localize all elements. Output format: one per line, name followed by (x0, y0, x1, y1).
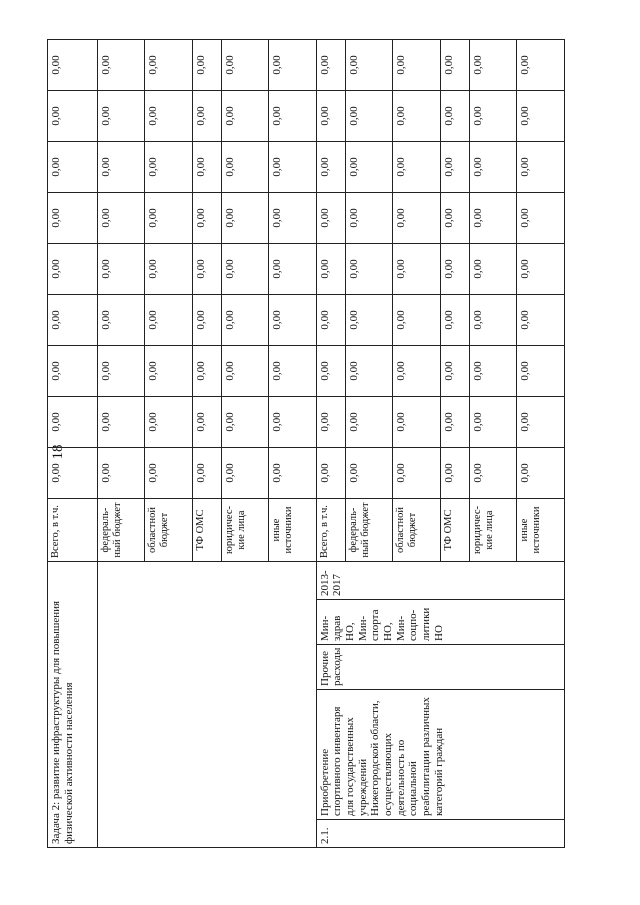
source-label (469, 499, 517, 562)
value-cell: 0,00 (97, 295, 145, 346)
source-label-text: ТФ ОМС (194, 509, 206, 551)
value-cell: 0,00 (97, 397, 145, 448)
value-cell: 0,00 (517, 91, 565, 142)
value-cell: 0,00 (469, 295, 517, 346)
source-label (192, 499, 221, 562)
value-cell: 0,00 (192, 244, 221, 295)
value-cell: 0,00 (97, 448, 145, 499)
value-cell: 0,00 (517, 142, 565, 193)
value-cell: 0,00 (145, 244, 193, 295)
source-label-text: федераль-ный бюджет (347, 502, 371, 558)
rotated-table-container (47, 40, 565, 848)
value-cell: 0,00 (192, 448, 221, 499)
value-cell: 0,00 (192, 193, 221, 244)
value-cell: 0,00 (48, 448, 98, 499)
value-cell: 0,00 (440, 40, 469, 91)
value-cell: 0,00 (48, 346, 98, 397)
value-cell: 0,00 (469, 397, 517, 448)
source-label (221, 499, 269, 562)
item-number: 2.1. (316, 820, 564, 848)
value-cell: 0,00 (440, 346, 469, 397)
value-cell: 0,00 (316, 142, 345, 193)
source-label-text: областной бюджет (147, 507, 171, 553)
source-label-text: юридичес-кие лица (223, 505, 247, 555)
value-cell: 0,00 (221, 346, 269, 397)
value-cell: 0,00 (345, 244, 393, 295)
source-label-text: федераль-ный бюджет (99, 502, 123, 558)
value-cell: 0,00 (269, 346, 317, 397)
value-cell: 0,00 (469, 142, 517, 193)
value-cell: 0,00 (469, 193, 517, 244)
value-cell: 0,00 (517, 244, 565, 295)
value-cell: 0,00 (393, 142, 441, 193)
value-cell: 0,00 (192, 295, 221, 346)
value-cell: 0,00 (48, 244, 98, 295)
value-cell: 0,00 (517, 448, 565, 499)
value-cell: 0,00 (192, 40, 221, 91)
value-cell: 0,00 (145, 91, 193, 142)
value-cell: 0,00 (469, 448, 517, 499)
page-number: 18 (49, 444, 66, 460)
value-cell: 0,00 (192, 91, 221, 142)
value-cell: 0,00 (97, 244, 145, 295)
value-cell: 0,00 (145, 397, 193, 448)
task-title: Задача 2: развитие инфраструктуры для повышения физической активности населения (48, 562, 98, 848)
task-blank-area (97, 562, 316, 848)
value-cell: 0,00 (48, 91, 98, 142)
value-cell: 0,00 (440, 193, 469, 244)
value-cell: 0,00 (440, 448, 469, 499)
source-label (269, 499, 317, 562)
value-cell: 0,00 (97, 91, 145, 142)
value-cell: 0,00 (393, 448, 441, 499)
value-cell: 0,00 (221, 244, 269, 295)
source-label (393, 499, 441, 562)
value-cell: 0,00 (517, 346, 565, 397)
value-cell: 0,00 (48, 397, 98, 448)
value-cell: 0,00 (393, 346, 441, 397)
value-cell: 0,00 (316, 295, 345, 346)
value-cell: 0,00 (269, 142, 317, 193)
value-cell: 0,00 (269, 295, 317, 346)
value-cell: 0,00 (221, 397, 269, 448)
financing-table (47, 39, 565, 848)
table-row (97, 40, 145, 848)
source-label (517, 499, 565, 562)
value-cell: 0,00 (269, 40, 317, 91)
value-cell: 0,00 (345, 397, 393, 448)
value-cell: 0,00 (517, 193, 565, 244)
value-cell: 0,00 (192, 397, 221, 448)
source-label: Всего, в т.ч. (316, 499, 345, 562)
value-cell: 0,00 (145, 142, 193, 193)
source-label (145, 499, 193, 562)
table-row (316, 40, 345, 848)
value-cell: 0,00 (145, 40, 193, 91)
item-name: Приобретение спортивного инвентаря для государственных учреждений Нижегородской области, осуществляющих деятельность по социальной реабилитации различных категорий граждан (316, 690, 564, 820)
source-label: Всего, в т.ч. (48, 499, 98, 562)
value-cell: 0,00 (345, 91, 393, 142)
source-label-text: областной бюджет (395, 507, 419, 553)
value-cell: 0,00 (393, 244, 441, 295)
value-cell: 0,00 (345, 40, 393, 91)
value-cell: 0,00 (345, 295, 393, 346)
value-cell: 0,00 (345, 346, 393, 397)
source-label (97, 499, 145, 562)
value-cell: 0,00 (48, 193, 98, 244)
value-cell: 0,00 (145, 295, 193, 346)
value-cell: 0,00 (440, 295, 469, 346)
value-cell: 0,00 (97, 346, 145, 397)
value-cell: 0,00 (316, 91, 345, 142)
value-cell: 0,00 (269, 397, 317, 448)
value-cell: 0,00 (469, 91, 517, 142)
value-cell: 0,00 (48, 142, 98, 193)
value-cell: 0,00 (517, 40, 565, 91)
source-label-text: ТФ ОМС (442, 509, 454, 551)
value-cell: 0,00 (517, 397, 565, 448)
value-cell: 0,00 (145, 448, 193, 499)
value-cell: 0,00 (145, 193, 193, 244)
item-period: 2013-2017 (316, 562, 564, 600)
value-cell: 0,00 (269, 448, 317, 499)
value-cell: 0,00 (269, 91, 317, 142)
value-cell: 0,00 (221, 40, 269, 91)
source-label (345, 499, 393, 562)
item-section (316, 40, 564, 848)
value-cell: 0,00 (345, 142, 393, 193)
value-cell: 0,00 (316, 397, 345, 448)
table-row (48, 40, 98, 848)
value-cell: 0,00 (221, 193, 269, 244)
value-cell: 0,00 (97, 142, 145, 193)
value-cell: 0,00 (316, 40, 345, 91)
value-cell: 0,00 (469, 40, 517, 91)
value-cell: 0,00 (517, 295, 565, 346)
value-cell: 0,00 (345, 448, 393, 499)
value-cell: 0,00 (393, 397, 441, 448)
value-cell: 0,00 (221, 448, 269, 499)
source-label (440, 499, 469, 562)
value-cell: 0,00 (269, 193, 317, 244)
value-cell: 0,00 (393, 40, 441, 91)
value-cell: 0,00 (48, 295, 98, 346)
value-cell: 0,00 (316, 193, 345, 244)
source-label-text: юридичес-кие лица (471, 505, 495, 555)
value-cell: 0,00 (221, 91, 269, 142)
value-cell: 0,00 (316, 448, 345, 499)
value-cell: 0,00 (440, 142, 469, 193)
source-label-text: иные источники (271, 506, 295, 554)
value-cell: 0,00 (345, 193, 393, 244)
value-cell: 0,00 (393, 91, 441, 142)
value-cell: 0,00 (192, 346, 221, 397)
value-cell: 0,00 (192, 142, 221, 193)
value-cell: 0,00 (97, 193, 145, 244)
table-frame (47, 40, 565, 848)
value-cell: 0,00 (269, 244, 317, 295)
value-cell: 0,00 (48, 40, 98, 91)
value-cell: 0,00 (393, 295, 441, 346)
item-executors: Мин-здрав НО, Мин-спорта НО, Мин-соцпо-литики НО (316, 600, 564, 645)
item-expense-type: Прочие расходы (316, 645, 564, 690)
value-cell: 0,00 (393, 193, 441, 244)
value-cell: 0,00 (221, 142, 269, 193)
value-cell: 0,00 (316, 244, 345, 295)
value-cell: 0,00 (440, 397, 469, 448)
value-cell: 0,00 (469, 346, 517, 397)
value-cell: 0,00 (440, 91, 469, 142)
source-label-text: иные источники (519, 506, 543, 554)
value-cell: 0,00 (469, 244, 517, 295)
value-cell: 0,00 (440, 244, 469, 295)
value-cell: 0,00 (316, 346, 345, 397)
value-cell: 0,00 (221, 295, 269, 346)
task-section (48, 40, 317, 848)
value-cell: 0,00 (97, 40, 145, 91)
value-cell: 0,00 (145, 346, 193, 397)
